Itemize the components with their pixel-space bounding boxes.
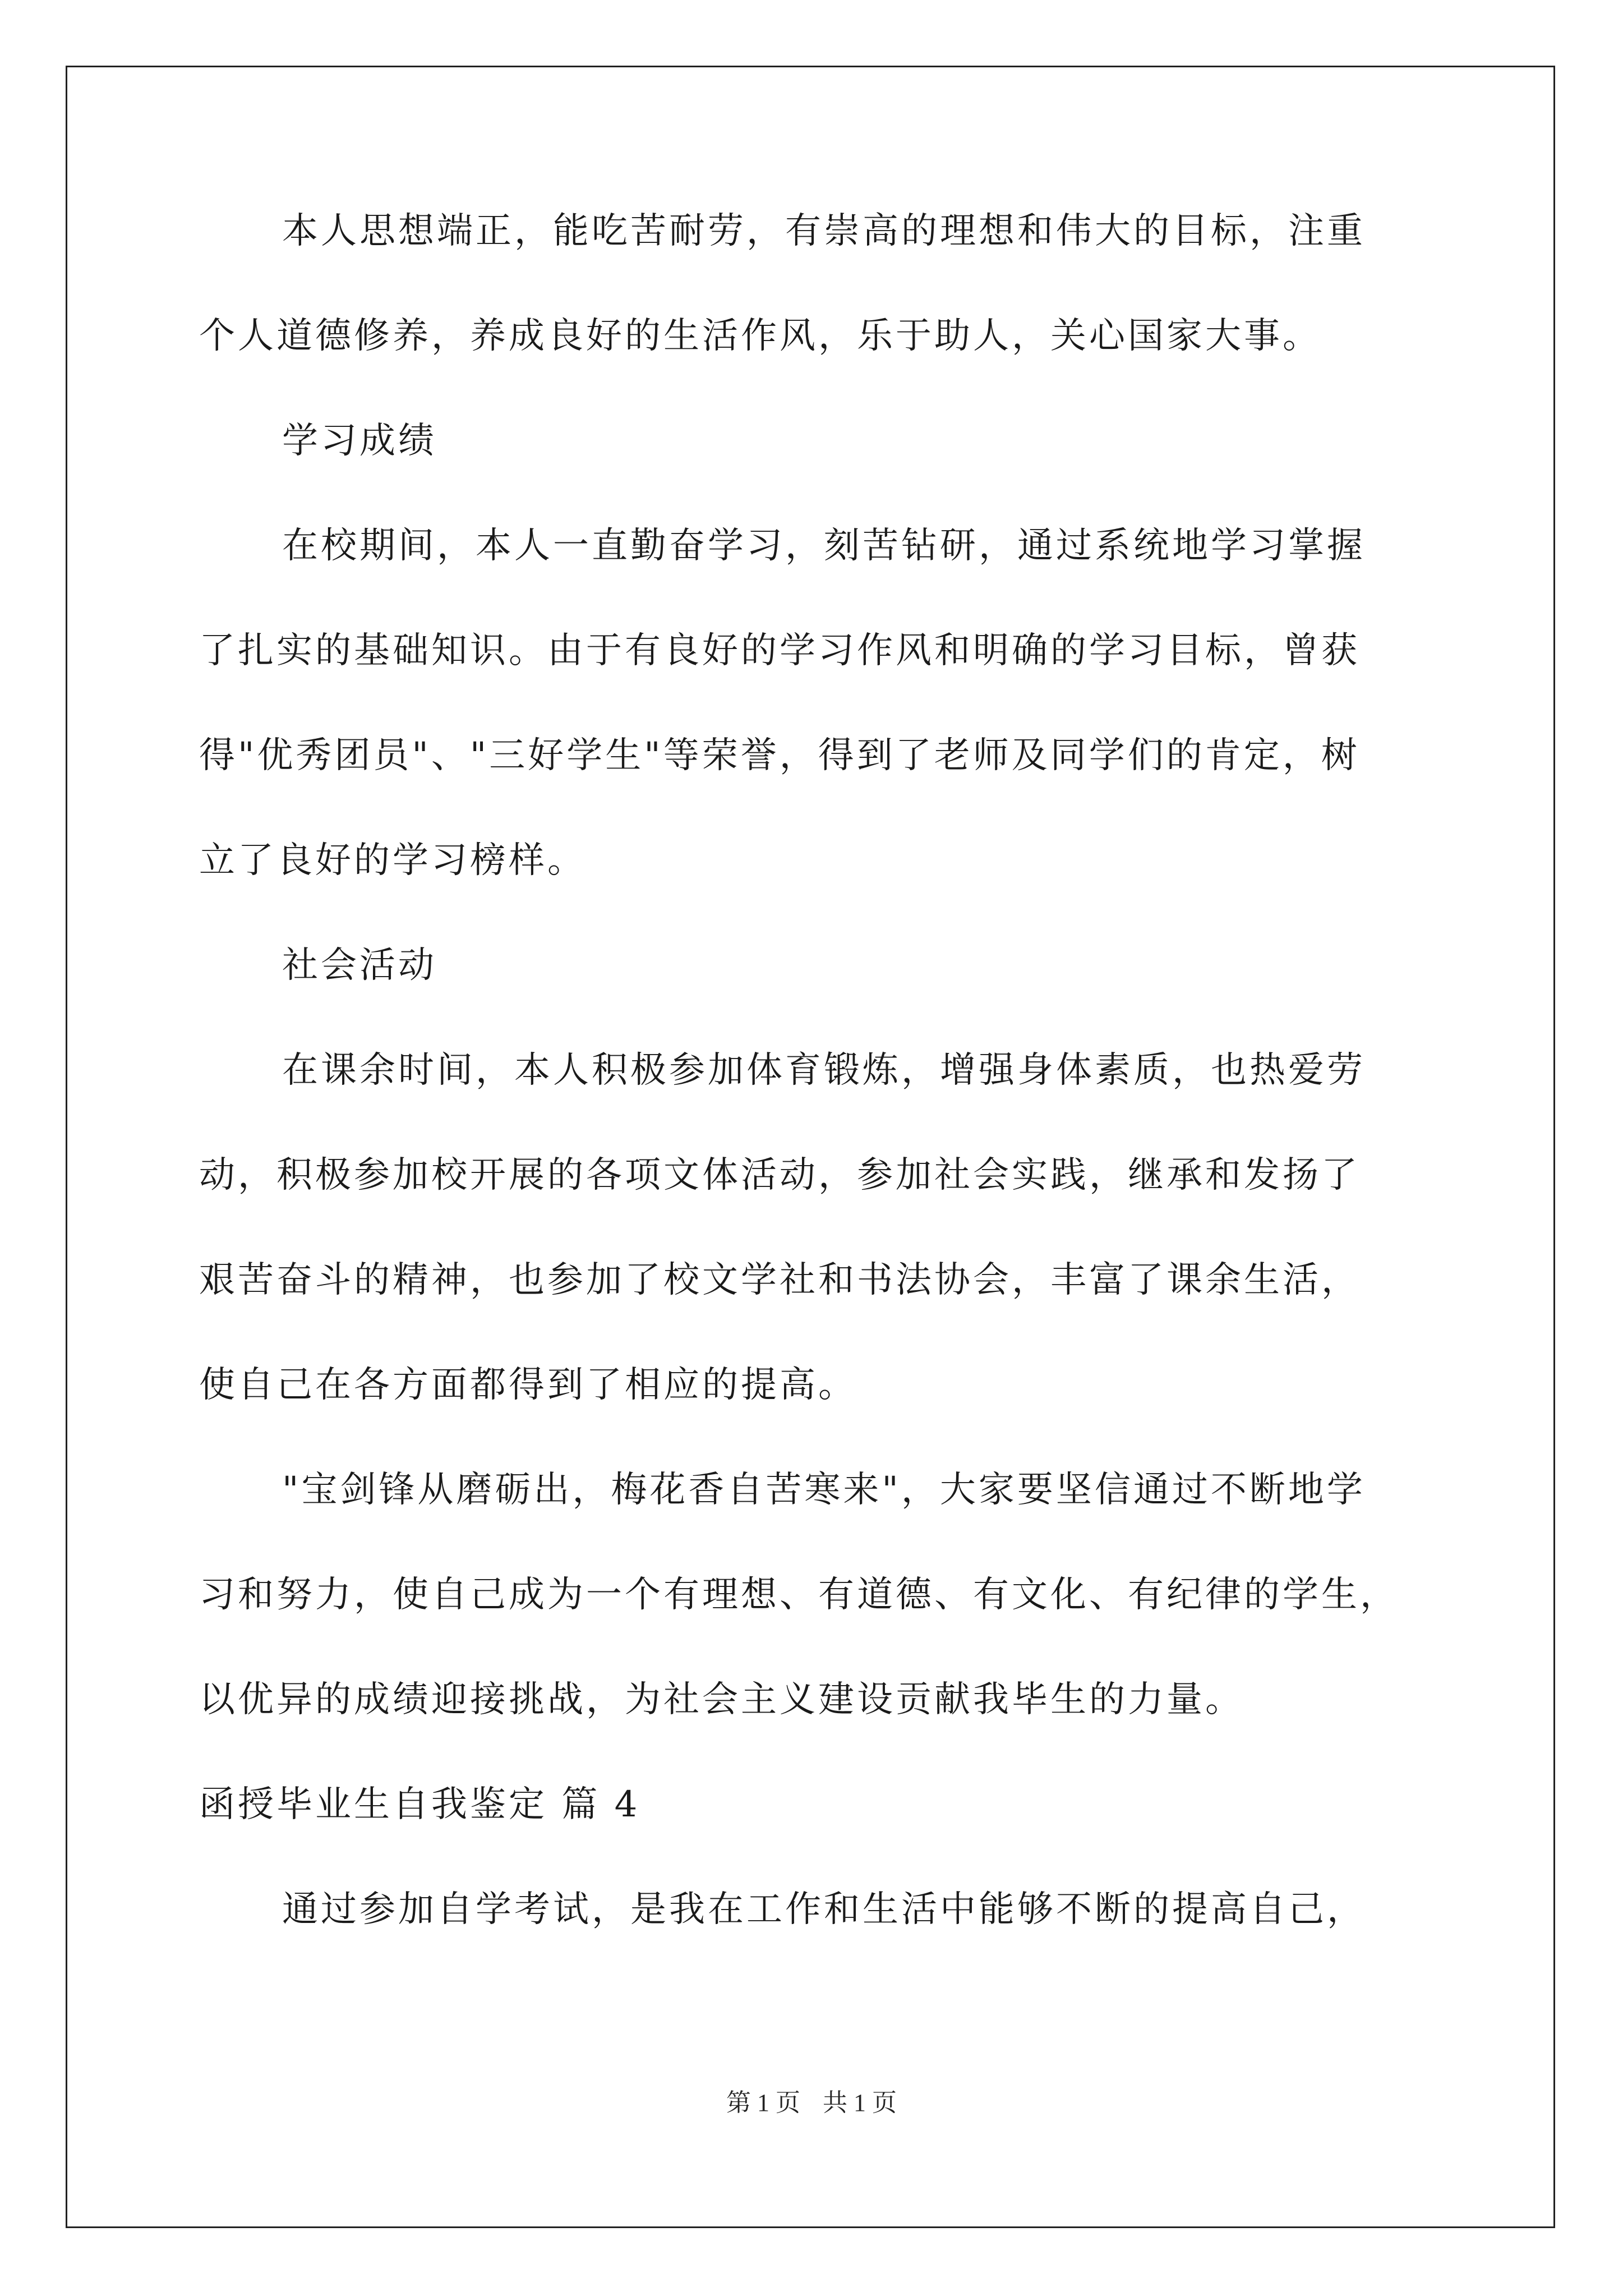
paragraph-line: 动，积极参加校开展的各项文体活动，参加社会实践，继承和发扬了 (199, 1154, 1360, 1196)
paragraph-line: "宝剑锋从磨砺出，梅花香自苦寒来"，大家要坚信通过不断地学 (282, 1469, 1366, 1511)
paragraph-line: 在课余时间，本人积极参加体育锻炼，增强身体素质，也热爱劳 (282, 1050, 1366, 1091)
paragraph-line: 以优异的成绩迎接挑战，为社会主义建设贡献我毕生的力量。 (199, 1679, 1244, 1720)
paragraph-line: 个人道德修养，养成良好的生活作风，乐于助人，关心国家大事。 (199, 315, 1321, 357)
paragraph-line: 了扎实的基础知识。由于有良好的学习作风和明确的学习目标，曾获 (199, 630, 1360, 671)
paragraph-line: 立了良好的学习榜样。 (199, 840, 586, 881)
paragraph-line: 在校期间，本人一直勤奋学习，刻苦钻研，通过系统地学习掌握 (282, 525, 1366, 567)
paragraph-line: 艰苦奋斗的精神，也参加了校文学社和书法协会，丰富了课余生活， (199, 1259, 1360, 1301)
paragraph-line: 得"优秀团员"、"三好学生"等荣誉，得到了老师及同学们的肯定，树 (199, 735, 1360, 776)
page-total: 共 1 页 (823, 2089, 897, 2116)
page-number: 第 1 页 (726, 2089, 800, 2116)
paragraph-line: 通过参加自学考试，是我在工作和生活中能够不断的提高自己， (282, 1889, 1366, 1930)
paragraph-line: 本人思想端正，能吃苦耐劳，有崇高的理想和伟大的目标，注重 (282, 210, 1366, 252)
page-footer (0, 2091, 1623, 2115)
paragraph-line: 使自己在各方面都得到了相应的提高。 (199, 1364, 857, 1406)
section-heading: 学习成绩 (282, 420, 437, 462)
article-title: 函授毕业生自我鉴定 篇 4 (199, 1784, 640, 1825)
section-heading: 社会活动 (282, 945, 437, 986)
paragraph-line: 习和努力，使自己成为一个有理想、有道德、有文化、有纪律的学生， (199, 1574, 1399, 1616)
